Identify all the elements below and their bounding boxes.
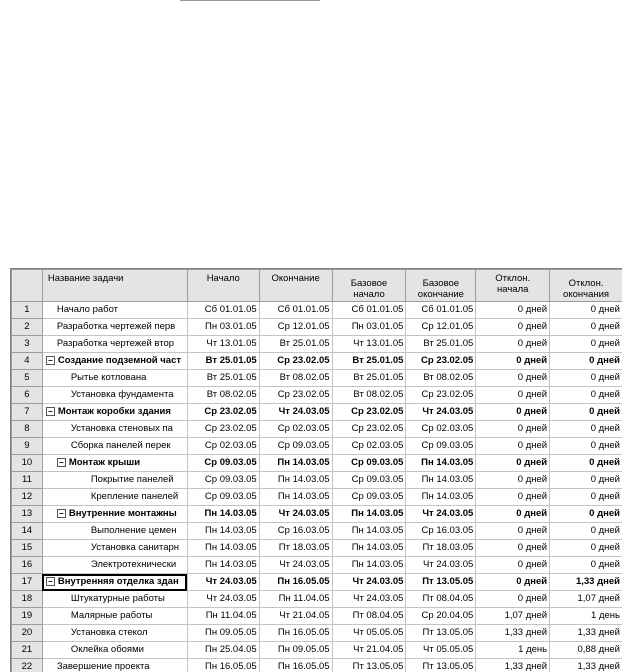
top-divider-line [180, 0, 320, 1]
task-name: Создание подземной част [58, 355, 181, 366]
baseline-finish-cell[interactable]: Пн 14.03.05 [406, 455, 476, 472]
column-header-start[interactable]: Начало [187, 270, 259, 302]
table-row[interactable] [12, 336, 622, 353]
task-name: Установка стеновых па [71, 423, 173, 434]
collapse-toggle-icon[interactable] [46, 407, 55, 416]
task-rows [12, 302, 622, 672]
row-number-cell[interactable]: 17 [12, 574, 43, 591]
task-name: Установка санитарн [91, 542, 179, 553]
finish-date-cell[interactable]: Сб 01.01.05 [259, 302, 332, 319]
finish-variance-cell[interactable]: 0 дней [550, 438, 622, 455]
task-name-cell[interactable] [42, 506, 187, 523]
finish-date-cell[interactable]: Ср 09.03.05 [259, 438, 332, 455]
start-variance-cell[interactable]: 0 дней [476, 370, 550, 387]
start-variance-cell[interactable]: 1,33 дней [476, 625, 550, 642]
baseline-start-cell[interactable]: Чт 21.04.05 [332, 642, 406, 659]
finish-variance-cell[interactable]: 0 дней [550, 557, 622, 574]
task-name: Разработка чертежей втор [57, 338, 174, 349]
baseline-finish-cell[interactable]: Сб 01.01.05 [406, 302, 476, 319]
start-variance-cell[interactable]: 0 дней [476, 438, 550, 455]
task-name-cell[interactable] [42, 591, 187, 608]
start-date-cell[interactable]: Вт 08.02.05 [187, 387, 259, 404]
finish-date-cell[interactable]: Пн 14.03.05 [259, 455, 332, 472]
start-variance-cell[interactable]: 0 дней [476, 421, 550, 438]
finish-date-cell[interactable]: Ср 23.02.05 [259, 387, 332, 404]
baseline-finish-cell[interactable]: Чт 24.03.05 [406, 506, 476, 523]
start-date-cell[interactable]: Пн 25.04.05 [187, 642, 259, 659]
start-date-cell[interactable]: Пн 16.05.05 [187, 659, 259, 672]
finish-date-cell[interactable]: Пн 14.03.05 [259, 489, 332, 506]
baseline-start-cell[interactable]: Ср 09.03.05 [332, 455, 406, 472]
task-name-cell[interactable] [42, 421, 187, 438]
header-line-2: начало [353, 289, 385, 300]
start-date-cell[interactable]: Ср 23.02.05 [187, 421, 259, 438]
start-variance-cell[interactable]: 0 дней [476, 455, 550, 472]
baseline-start-cell[interactable]: Пн 14.03.05 [332, 557, 406, 574]
finish-variance-cell[interactable]: 0 дней [550, 302, 622, 319]
row-number-cell[interactable]: 21 [12, 642, 43, 659]
start-variance-cell[interactable]: 1,07 дней [476, 608, 550, 625]
task-name-cell[interactable] [42, 455, 187, 472]
row-number-cell[interactable]: 9 [12, 438, 43, 455]
task-name-cell[interactable] [42, 659, 187, 672]
finish-variance-cell[interactable]: 0 дней [550, 370, 622, 387]
column-header-task-name[interactable]: Название задачи [42, 270, 187, 302]
start-variance-cell[interactable]: 0 дней [476, 574, 550, 591]
finish-variance-cell[interactable]: 0 дней [550, 387, 622, 404]
start-date-cell[interactable]: Пн 03.01.05 [187, 319, 259, 336]
baseline-start-cell[interactable]: Пт 08.04.05 [332, 608, 406, 625]
task-name-cell[interactable] [42, 353, 187, 370]
finish-date-cell[interactable]: Чт 24.03.05 [259, 404, 332, 421]
collapse-toggle-icon[interactable] [46, 356, 55, 365]
task-name: Сборка панелей перек [71, 440, 171, 451]
table-row[interactable] [12, 387, 622, 404]
finish-date-cell[interactable]: Ср 16.03.05 [259, 523, 332, 540]
baseline-finish-cell[interactable]: Ср 20.04.05 [406, 608, 476, 625]
finish-date-cell[interactable]: Пн 16.05.05 [259, 574, 332, 591]
start-variance-cell[interactable]: 0 дней [476, 353, 550, 370]
task-name-cell[interactable] [42, 438, 187, 455]
task-name: Разработка чертежей перв [57, 321, 175, 332]
header-line-1: Отклон. [569, 278, 604, 289]
task-name-cell[interactable] [42, 574, 187, 591]
task-sheet[interactable] [10, 268, 622, 672]
task-name-cell[interactable] [42, 404, 187, 421]
task-name: Выполнение цемен [91, 525, 177, 536]
baseline-finish-cell[interactable]: Чт 05.05.05 [406, 642, 476, 659]
start-variance-cell[interactable]: 1,33 дней [476, 659, 550, 672]
baseline-finish-cell[interactable]: Пт 08.04.05 [406, 591, 476, 608]
row-number-cell[interactable]: 15 [12, 540, 43, 557]
task-name-cell[interactable] [42, 319, 187, 336]
row-number-header[interactable] [12, 270, 43, 302]
table-row[interactable] [12, 455, 622, 472]
baseline-finish-cell[interactable]: Чт 24.03.05 [406, 404, 476, 421]
collapse-toggle-icon[interactable] [57, 509, 66, 518]
start-date-cell[interactable]: Чт 24.03.05 [187, 574, 259, 591]
finish-date-cell[interactable]: Пн 11.04.05 [259, 591, 332, 608]
finish-variance-cell[interactable]: 1,07 дней [550, 591, 622, 608]
task-name: Установка стекол [71, 627, 148, 638]
baseline-finish-cell[interactable]: Пт 13.05.05 [406, 659, 476, 672]
finish-date-cell[interactable]: Пн 16.05.05 [259, 625, 332, 642]
start-date-cell[interactable]: Ср 02.03.05 [187, 438, 259, 455]
start-variance-cell[interactable]: 0 дней [476, 472, 550, 489]
start-date-cell[interactable]: Ср 09.03.05 [187, 489, 259, 506]
column-header-baseline-finish[interactable] [406, 270, 476, 302]
header-line-2: окончания [563, 289, 609, 300]
row-number-cell[interactable]: 10 [12, 455, 43, 472]
task-name-cell[interactable] [42, 336, 187, 353]
row-number-cell[interactable]: 19 [12, 608, 43, 625]
task-name-cell[interactable] [42, 625, 187, 642]
baseline-finish-cell[interactable]: Вт 25.01.05 [406, 336, 476, 353]
task-name-cell[interactable] [42, 642, 187, 659]
task-name-cell[interactable] [42, 540, 187, 557]
baseline-start-cell[interactable]: Ср 09.03.05 [332, 472, 406, 489]
finish-variance-cell[interactable]: 0,88 дней [550, 642, 622, 659]
baseline-finish-cell[interactable]: Ср 09.03.05 [406, 438, 476, 455]
baseline-start-cell[interactable]: Вт 25.01.05 [332, 370, 406, 387]
baseline-start-cell[interactable]: Вт 25.01.05 [332, 353, 406, 370]
task-name: Установка фундамента [71, 389, 174, 400]
header-row [12, 270, 622, 302]
start-date-cell[interactable]: Ср 09.03.05 [187, 455, 259, 472]
task-name-cell[interactable] [42, 608, 187, 625]
task-name-cell[interactable] [42, 387, 187, 404]
row-number-cell[interactable]: 11 [12, 472, 43, 489]
baseline-finish-cell[interactable]: Вт 08.02.05 [406, 370, 476, 387]
task-name-cell[interactable] [42, 472, 187, 489]
finish-variance-cell[interactable]: 0 дней [550, 523, 622, 540]
finish-variance-cell[interactable]: 0 дней [550, 336, 622, 353]
baseline-finish-cell[interactable]: Пт 13.05.05 [406, 625, 476, 642]
table-row[interactable] [12, 557, 622, 574]
row-number-cell[interactable]: 2 [12, 319, 43, 336]
start-date-cell[interactable]: Пн 11.04.05 [187, 608, 259, 625]
column-header-baseline-start[interactable] [332, 270, 406, 302]
row-number-cell[interactable]: 7 [12, 404, 43, 421]
start-variance-cell[interactable]: 0 дней [476, 319, 550, 336]
baseline-start-cell[interactable]: Чт 05.05.05 [332, 625, 406, 642]
row-number-cell[interactable]: 12 [12, 489, 43, 506]
baseline-finish-cell[interactable]: Ср 23.02.05 [406, 353, 476, 370]
finish-variance-cell[interactable]: 0 дней [550, 506, 622, 523]
task-name-cell[interactable] [42, 557, 187, 574]
baseline-start-cell[interactable]: Ср 23.02.05 [332, 404, 406, 421]
row-number-cell[interactable]: 4 [12, 353, 43, 370]
table-row[interactable] [12, 302, 622, 319]
finish-date-cell[interactable]: Пн 16.05.05 [259, 659, 332, 672]
table-row[interactable] [12, 438, 622, 455]
baseline-start-cell[interactable]: Пн 14.03.05 [332, 523, 406, 540]
task-name: Штукатурные работы [71, 593, 165, 604]
baseline-finish-cell[interactable]: Пн 14.03.05 [406, 489, 476, 506]
start-date-cell[interactable]: Пн 14.03.05 [187, 540, 259, 557]
baseline-finish-cell[interactable]: Ср 16.03.05 [406, 523, 476, 540]
finish-date-cell[interactable]: Ср 23.02.05 [259, 353, 332, 370]
task-name-cell[interactable] [42, 302, 187, 319]
task-name: Завершение проекта [57, 661, 150, 672]
finish-date-cell[interactable]: Чт 24.03.05 [259, 506, 332, 523]
baseline-start-cell[interactable]: Чт 24.03.05 [332, 574, 406, 591]
finish-variance-cell[interactable]: 0 дней [550, 540, 622, 557]
task-name: Крепление панелей [91, 491, 178, 502]
table-row[interactable] [12, 404, 622, 421]
task-name: Рытье котлована [71, 372, 147, 383]
table-row[interactable] [12, 591, 622, 608]
table-row[interactable] [12, 319, 622, 336]
table-row[interactable] [12, 370, 622, 387]
finish-variance-cell[interactable]: 1,33 дней [550, 625, 622, 642]
finish-variance-cell[interactable]: 0 дней [550, 353, 622, 370]
baseline-start-cell[interactable]: Пн 03.01.05 [332, 319, 406, 336]
start-variance-cell[interactable]: 0 дней [476, 404, 550, 421]
baseline-start-cell[interactable]: Вт 08.02.05 [332, 387, 406, 404]
baseline-finish-cell[interactable]: Пн 14.03.05 [406, 472, 476, 489]
row-number-cell[interactable]: 3 [12, 336, 43, 353]
start-variance-cell[interactable]: 0 дней [476, 557, 550, 574]
finish-date-cell[interactable]: Пт 18.03.05 [259, 540, 332, 557]
start-date-cell[interactable]: Чт 24.03.05 [187, 591, 259, 608]
finish-variance-cell[interactable]: 0 дней [550, 489, 622, 506]
finish-variance-cell[interactable]: 0 дней [550, 319, 622, 336]
finish-date-cell[interactable]: Пн 09.05.05 [259, 642, 332, 659]
start-date-cell[interactable]: Сб 01.01.05 [187, 302, 259, 319]
baseline-finish-cell[interactable]: Ср 12.01.05 [406, 319, 476, 336]
finish-variance-cell[interactable]: 1,33 дней [550, 574, 622, 591]
table-row[interactable] [12, 608, 622, 625]
row-number-cell[interactable]: 6 [12, 387, 43, 404]
task-name: Внутренние монтажны [69, 508, 177, 519]
baseline-finish-cell[interactable]: Ср 02.03.05 [406, 421, 476, 438]
finish-variance-cell[interactable]: 0 дней [550, 404, 622, 421]
task-name-cell[interactable] [42, 370, 187, 387]
finish-variance-cell[interactable]: 0 дней [550, 455, 622, 472]
start-date-cell[interactable]: Вт 25.01.05 [187, 370, 259, 387]
baseline-finish-cell[interactable]: Пт 18.03.05 [406, 540, 476, 557]
row-number-cell[interactable]: 16 [12, 557, 43, 574]
row-number-cell[interactable]: 1 [12, 302, 43, 319]
collapse-toggle-icon[interactable] [57, 458, 66, 467]
start-date-cell[interactable]: Пн 14.03.05 [187, 506, 259, 523]
start-variance-cell[interactable]: 0 дней [476, 336, 550, 353]
start-variance-cell[interactable]: 0 дней [476, 506, 550, 523]
task-name: Оклейка обоями [71, 644, 144, 655]
task-name: Монтаж коробки здания [58, 406, 171, 417]
start-date-cell[interactable]: Ср 23.02.05 [187, 404, 259, 421]
task-name-cell[interactable] [42, 489, 187, 506]
row-number-cell[interactable]: 14 [12, 523, 43, 540]
start-variance-cell[interactable]: 0 дней [476, 523, 550, 540]
task-name: Начало работ [57, 304, 118, 315]
finish-date-cell[interactable]: Вт 08.02.05 [259, 370, 332, 387]
baseline-finish-cell[interactable]: Ср 23.02.05 [406, 387, 476, 404]
table-row[interactable] [12, 472, 622, 489]
row-number-cell[interactable]: 22 [12, 659, 43, 672]
finish-variance-cell[interactable]: 1,33 дней [550, 659, 622, 672]
task-name-cell[interactable] [42, 523, 187, 540]
finish-date-cell[interactable]: Чт 21.04.05 [259, 608, 332, 625]
start-date-cell[interactable]: Ср 09.03.05 [187, 472, 259, 489]
table-row[interactable] [12, 506, 622, 523]
task-name: Малярные работы [71, 610, 153, 621]
baseline-start-cell[interactable]: Чт 13.01.05 [332, 336, 406, 353]
header-line-1: Базовое [423, 278, 459, 289]
start-date-cell[interactable]: Пн 09.05.05 [187, 625, 259, 642]
start-variance-cell[interactable]: 0 дней [476, 387, 550, 404]
baseline-start-cell[interactable]: Ср 02.03.05 [332, 438, 406, 455]
row-number-cell[interactable]: 8 [12, 421, 43, 438]
collapse-toggle-icon[interactable] [46, 577, 55, 586]
baseline-start-cell[interactable]: Пт 13.05.05 [332, 659, 406, 672]
start-variance-cell[interactable]: 0 дней [476, 489, 550, 506]
task-name: Внутренняя отделка здан [58, 576, 179, 587]
header-line-2: окончание [418, 289, 464, 300]
column-header-start-variance[interactable]: Отклон. начала [476, 270, 550, 302]
row-number-cell[interactable]: 20 [12, 625, 43, 642]
start-variance-cell[interactable]: 1 день [476, 642, 550, 659]
start-date-cell[interactable]: Пн 14.03.05 [187, 523, 259, 540]
start-date-cell[interactable]: Вт 25.01.05 [187, 353, 259, 370]
task-name: Монтаж крыши [69, 457, 140, 468]
start-date-cell[interactable]: Пн 14.03.05 [187, 557, 259, 574]
start-variance-cell[interactable]: 0 дней [476, 540, 550, 557]
header-line-1: Базовое [351, 278, 387, 289]
start-variance-cell[interactable]: 0 дней [476, 302, 550, 319]
task-name: Электротехнически [91, 559, 176, 570]
baseline-start-cell[interactable]: Пн 14.03.05 [332, 506, 406, 523]
table-row[interactable] [12, 353, 622, 370]
start-date-cell[interactable]: Чт 13.01.05 [187, 336, 259, 353]
table-row[interactable] [12, 574, 622, 591]
start-variance-cell[interactable]: 0 дней [476, 591, 550, 608]
finish-date-cell[interactable]: Ср 02.03.05 [259, 421, 332, 438]
table-row[interactable] [12, 625, 622, 642]
table-row[interactable] [12, 659, 622, 672]
baseline-finish-cell[interactable]: Чт 24.03.05 [406, 557, 476, 574]
task-table [11, 269, 622, 672]
table-row[interactable] [12, 421, 622, 438]
finish-date-cell[interactable]: Пн 14.03.05 [259, 472, 332, 489]
finish-date-cell[interactable]: Вт 25.01.05 [259, 336, 332, 353]
baseline-start-cell[interactable]: Ср 23.02.05 [332, 421, 406, 438]
baseline-start-cell[interactable]: Ср 09.03.05 [332, 489, 406, 506]
baseline-start-cell[interactable]: Пн 14.03.05 [332, 540, 406, 557]
baseline-start-cell[interactable]: Чт 24.03.05 [332, 591, 406, 608]
table-row[interactable] [12, 540, 622, 557]
row-number-cell[interactable]: 13 [12, 506, 43, 523]
column-header-finish[interactable]: Окончание [259, 270, 332, 302]
table-row[interactable] [12, 642, 622, 659]
finish-date-cell[interactable]: Чт 24.03.05 [259, 557, 332, 574]
table-row[interactable] [12, 489, 622, 506]
task-name: Покрытие панелей [91, 474, 174, 485]
row-number-cell[interactable]: 18 [12, 591, 43, 608]
column-header-finish-variance[interactable] [550, 270, 622, 302]
finish-variance-cell[interactable]: 0 дней [550, 472, 622, 489]
finish-variance-cell[interactable]: 0 дней [550, 421, 622, 438]
finish-variance-cell[interactable]: 1 день [550, 608, 622, 625]
table-row[interactable] [12, 523, 622, 540]
row-number-cell[interactable]: 5 [12, 370, 43, 387]
baseline-start-cell[interactable]: Сб 01.01.05 [332, 302, 406, 319]
baseline-finish-cell[interactable]: Пт 13.05.05 [406, 574, 476, 591]
finish-date-cell[interactable]: Ср 12.01.05 [259, 319, 332, 336]
